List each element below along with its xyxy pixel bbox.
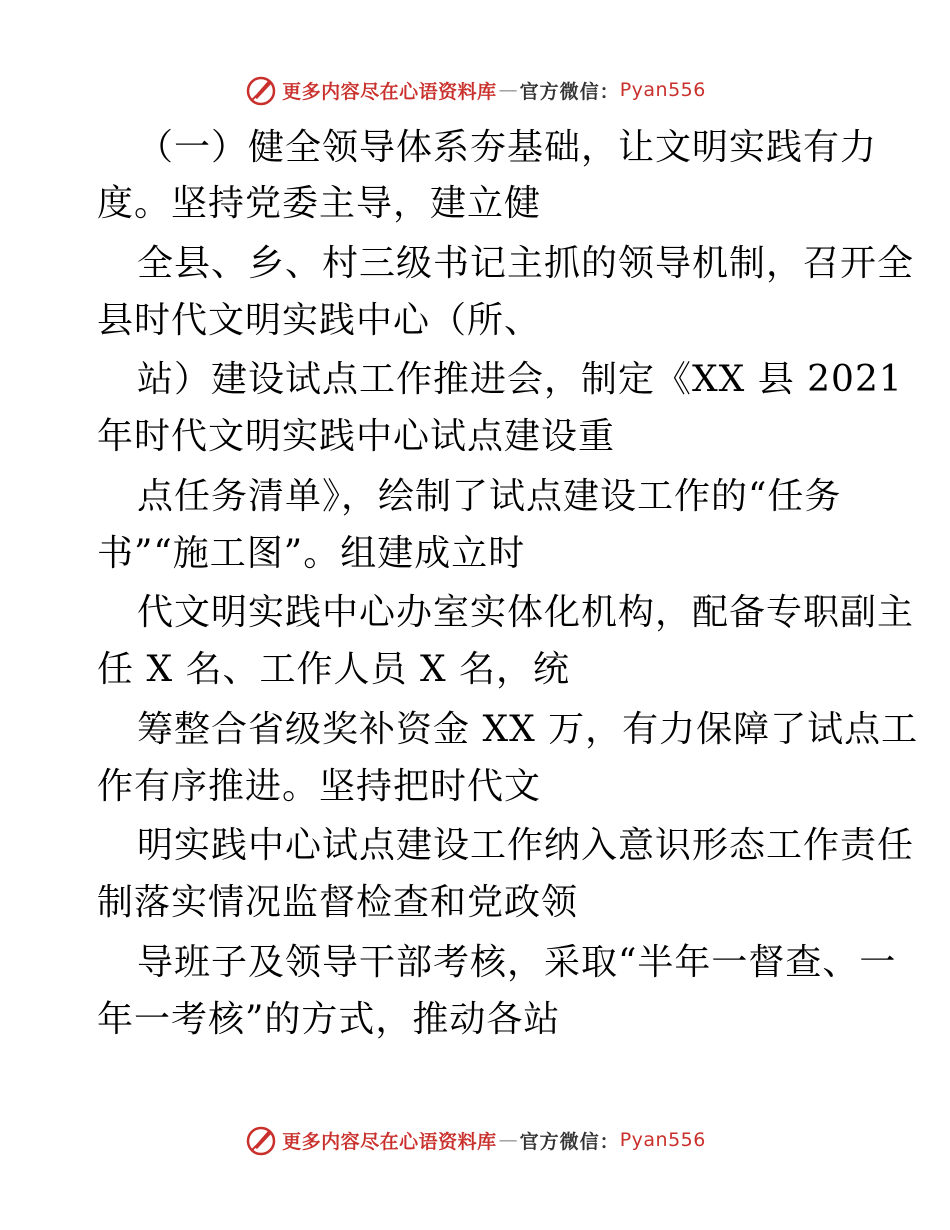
body-line: 明实践中心试点建设工作纳入意识形态工作责任 — [137, 825, 915, 866]
watermark-separator: — — [498, 1129, 518, 1151]
watermark-separator: — — [498, 79, 518, 101]
body-line: 县时代文明实践中心（所、 — [97, 300, 542, 341]
watermark-official-label: 官方微信： — [519, 80, 620, 103]
watermark-handle: Pyan556 — [619, 1129, 706, 1151]
quill-seal-icon — [244, 73, 278, 107]
watermark-handle: Pyan556 — [619, 79, 706, 101]
body-line: 制落实情况监督检查和党政领 — [97, 882, 579, 923]
body-line: 全县、乡、村三级书记主抓的领导机制，召开全 — [137, 243, 915, 284]
body-line: 任 X 名、工作人员 X 名，统 — [97, 649, 571, 690]
body-line: （一）健全领导体系夯基础，让文明实践有力 — [137, 127, 878, 168]
body-line: 导班子及领导干部考核，采取“半年一督查、一 — [137, 942, 897, 983]
body-line: 作有序推进。坚持把时代文 — [97, 766, 542, 807]
body-line: 度。坚持党委主导，建立健 — [97, 183, 542, 224]
watermark-brand: 更多内容尽在心语资料库 — [282, 80, 497, 103]
header-watermark — [0, 70, 950, 110]
body-line: 站）建设试点工作推进会，制定《XX 县 2021 — [137, 359, 903, 400]
body-line: 点任务清单》，绘制了试点建设工作的“任务 — [137, 476, 842, 517]
quill-seal-icon — [244, 1123, 278, 1157]
body-line: 筹整合省级奖补资金 XX 万，有力保障了试点工 — [137, 709, 919, 750]
body-line: 年一考核”的方式，推动各站 — [97, 999, 561, 1040]
watermark-brand: 更多内容尽在心语资料库 — [282, 1130, 497, 1153]
body-line: 书”“施工图”。组建成立时 — [97, 533, 526, 574]
body-line: 代文明实践中心办室实体化机构，配备专职副主 — [137, 592, 915, 633]
body-line: 年时代文明实践中心试点建设重 — [97, 416, 616, 457]
footer-watermark — [0, 1120, 950, 1160]
watermark-official-label: 官方微信： — [519, 1130, 620, 1153]
